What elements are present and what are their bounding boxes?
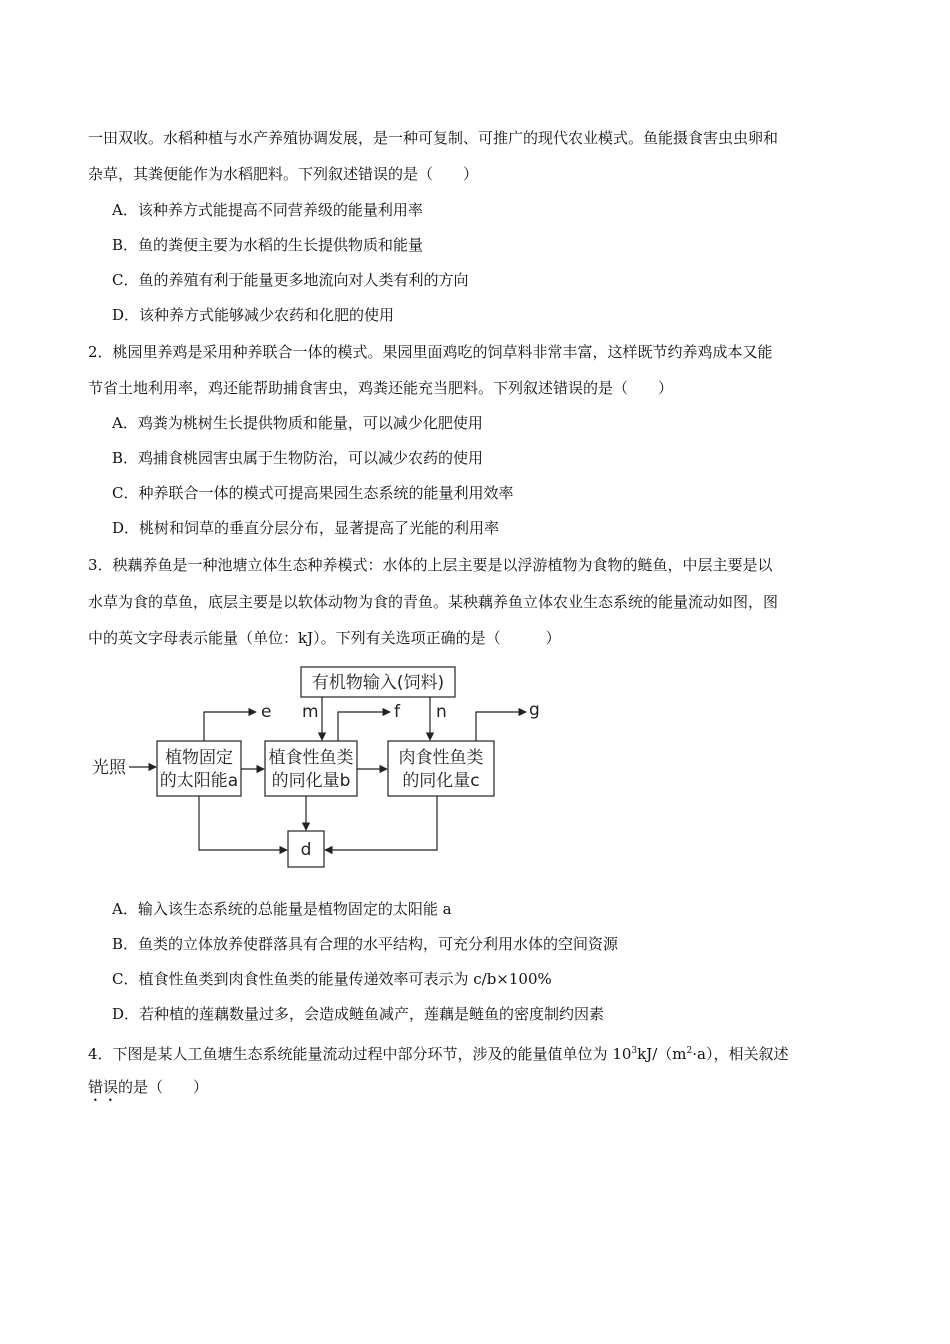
q3-stem-line3: 中的英文字母表示能量（单位：kJ）。下列有关选项正确的是（ ） <box>88 629 561 647</box>
q4-stem-line1 <box>88 1041 868 1064</box>
producer-label-1: 植物固定 <box>165 748 233 768</box>
label-g: g <box>529 700 540 720</box>
q3-stem-line1: 3．秧藕养鱼是一种池塘立体生态种养模式：水体的上层主要是以浮游植物为食物的鲢鱼，中层主要是以 <box>88 556 773 574</box>
carnivore-label-1: 肉食性鱼类 <box>398 748 484 768</box>
label-n: n <box>436 702 447 722</box>
label-f: f <box>394 702 400 722</box>
g-arrow <box>476 712 526 741</box>
q4-exponent-2: 2 <box>686 1046 693 1056</box>
carnivore-label-2: 的同化量c <box>402 771 480 791</box>
q1-option-a[interactable]: A．该种养方式能提高不同营养级的能量利用率 <box>112 201 423 219</box>
q3-option-a[interactable]: A．输入该生态系统的总能量是植物固定的太阳能 a <box>112 900 452 918</box>
label-m: m <box>302 702 319 722</box>
q1-stem-line1: 一田双收。水稻种植与水产养殖协调发展，是一种可复制、可推广的现代农业模式。鱼能摄食害虫虫卵和 <box>88 129 779 147</box>
q4-stem-text-3: ·a），相关叙述 <box>692 1045 789 1063</box>
light-label: 光照 <box>92 758 126 778</box>
a-to-d-arrow <box>199 796 287 850</box>
herbivore-label-2: 的同化量b <box>271 771 351 791</box>
q2-stem-line1: 2．桃园里养鸡是采用种养联合一体的模式。果园里面鸡吃的饲草料非常丰富，这样既节约养鸡成本又能 <box>88 343 773 361</box>
q3-option-b[interactable]: B．鱼类的立体放养使群落具有合理的水平结构，可充分利用水体的空间资源 <box>112 935 619 953</box>
decomposer-label: d <box>300 840 312 860</box>
q2-option-c[interactable]: C．种养联合一体的模式可提高果园生态系统的能量利用效率 <box>112 484 514 502</box>
q2-stem-line2: 节省土地利用率，鸡还能帮助捕食害虫，鸡粪还能充当肥料。下列叙述错误的是（ ） <box>88 379 674 397</box>
q3-stem-line2: 水草为食的草鱼，底层主要是以软体动物为食的青鱼。某秧藕养鱼立体农业生态系统的能量流动如图，图 <box>88 593 779 611</box>
energy-flow-diagram <box>80 655 560 875</box>
input-box-label: 有机物输入(饲料) <box>311 673 445 693</box>
q2-option-a[interactable]: A．鸡粪为桃树生长提供物质和能量，可以减少化肥使用 <box>112 414 483 432</box>
q4-exponent-3: 3 <box>631 1046 638 1056</box>
e-arrow <box>204 712 256 741</box>
herbivore-label-1: 植食性鱼类 <box>268 748 354 768</box>
q1-option-c[interactable]: C．鱼的养殖有利于能量更多地流向对人类有利的方向 <box>112 271 469 289</box>
f-arrow <box>338 712 390 741</box>
c-to-d-arrow <box>325 796 437 850</box>
q4-stem-text-1: 4．下图是某人工鱼塘生态系统能量流动过程中部分环节，涉及的能量值单位为 10 <box>88 1045 632 1063</box>
q2-option-b[interactable]: B．鸡捕食桃园害虫属于生物防治，可以减少农药的使用 <box>112 449 484 467</box>
q2-option-d[interactable]: D．桃树和饲草的垂直分层分布，显著提高了光能的利用率 <box>112 519 500 537</box>
q3-option-c[interactable]: C．植食性鱼类到肉食性鱼类的能量传递效率可表示为 c/b×100% <box>112 970 552 988</box>
producer-label-2: 的太阳能a <box>159 771 239 791</box>
label-e: e <box>261 702 272 722</box>
q4-stem-text-2: kJ/（m <box>637 1045 687 1063</box>
q1-option-b[interactable]: B．鱼的粪便主要为水稻的生长提供物质和能量 <box>112 236 424 254</box>
q4-stem-text-4: 的是（ ） <box>118 1078 209 1096</box>
q1-stem-line2: 杂草，其粪便能作为水稻肥料。下列叙述错误的是（ ） <box>88 165 479 183</box>
q4-emphasis-text: 错误 <box>88 1078 119 1096</box>
q3-option-d[interactable]: D．若种植的莲藕数量过多，会造成鲢鱼减产，莲藕是鲢鱼的密度制约因素 <box>112 1005 605 1023</box>
q1-option-d[interactable]: D．该种养方式能够减少农药和化肥的使用 <box>112 306 395 324</box>
q4-stem-line2 <box>88 1077 868 1105</box>
